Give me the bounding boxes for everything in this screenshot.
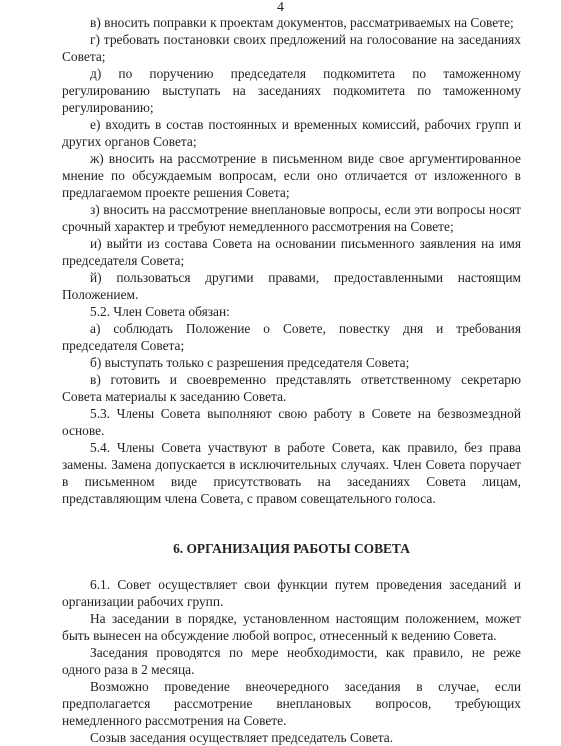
section-6-paragraph: На заседании в порядке, установленном настоящим положением, может быть вынесен на обсуждение любой вопрос, отнесенный к ведению Совета. [62, 611, 521, 643]
clause-5-2-item-b: б) выступать только с разрешения председателя Совета; [90, 355, 410, 370]
section-6-paragraph: Возможно проведение внеочередного заседания в случае, если предполагается рассмотрение внеплановых вопросов, требующих немедленного рассмотрения на Совете. [62, 679, 521, 728]
section-6-paragraph: Заседания проводятся по мере необходимости, как правило, не реже одного раза в 2 месяца. [62, 645, 521, 677]
clause-5-1-item-i: и) выйти из состава Совета на основании письменного заявления на имя председателя Совета; [62, 236, 521, 268]
clause-6-1: 6.1. Совет осуществляет свои функции путем проведения заседаний и организации рабочих групп. [62, 577, 521, 609]
section-6-heading: 6. ОРГАНИЗАЦИЯ РАБОТЫ СОВЕТА [173, 541, 410, 556]
document-body [62, 14, 521, 746]
section-6-paragraph: Созыв заседания осуществляет председатель Совета. [90, 730, 394, 745]
clause-5-1-item-v: в) вносить поправки к проектам документов, рассматриваемых на Совете; [90, 15, 514, 30]
clause-5-3: 5.3. Члены Совета выполняют свою работу в Совете на безвозмездной основе. [62, 406, 521, 438]
clause-5-2-item-a: а) соблюдать Положение о Совете, повестку дня и требования председателя Совета; [62, 321, 521, 353]
clause-5-4: 5.4. Члены Совета участвуют в работе Совета, как правило, без права замены. Замена допускается в исключительных случаях. Член Совета поручает в письменном виде присутствовать на заседаниях Совета лицам, представляющим члена Совета, с правом совещательного голоса. [62, 440, 521, 506]
clause-5-2-item-v: в) готовить и своевременно представлять ответственному секретарю Совета материалы к заседанию Совета. [62, 372, 521, 404]
clause-5-1-item-e: е) входить в состав постоянных и временных комиссий, рабочих групп и других органов Совета; [62, 117, 521, 149]
clause-5-1-item-y: й) пользоваться другими правами, предоставленными настоящим Положением. [62, 270, 521, 302]
page-number: 4 [277, 0, 284, 15]
clause-5-1-item-d: д) по поручению председателя подкомитета по таможенному регулированию выступать на заседаниях подкомитета по таможенному регулированию; [62, 66, 521, 115]
clause-5-1-item-z: з) вносить на рассмотрение внеплановые вопросы, если эти вопросы носят срочный характер и требуют немедленного рассмотрения на Совете; [62, 202, 521, 234]
clause-5-1-item-zh: ж) вносить на рассмотрение в письменном виде свое аргументированное мнение по обсуждаемым вопросам, если оно отличается от изложенного в предлагаемом проекте решения Совета; [62, 151, 521, 200]
clause-5-1-item-g: г) требовать постановки своих предложений на голосование на заседаниях Совета; [62, 32, 521, 64]
clause-5-2-title: 5.2. Член Совета обязан: [90, 304, 230, 319]
